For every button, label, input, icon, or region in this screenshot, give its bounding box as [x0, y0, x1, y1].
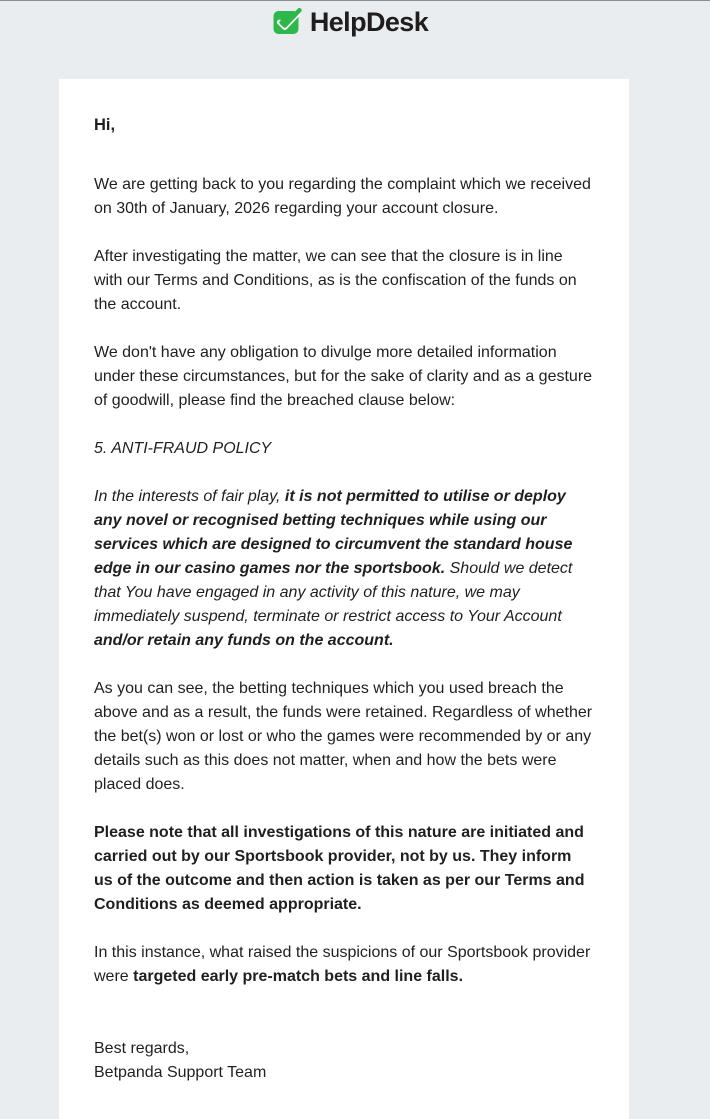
paragraph-provider-note: Please note that all investigations of this nature are initiated and carried out by our Sportsbook provider, not by us. They inform us of the outcome and then action is taken as per our Terms and Conditions as deemed appropriate. [94, 824, 585, 913]
paragraph-complaint: We are getting back to you regarding the complaint which we received on 30th of January, 2026 regarding your account closure. [94, 176, 591, 217]
clause-text-part2: it is not permitted to utilise or deploy any novel or recognised betting techniques while using our services which are designed to circumvent the standard house edge in our casino games nor the sportsbook. [94, 488, 573, 577]
signature: Betpanda Support Team [94, 1064, 267, 1081]
suspicions-part2: targeted early pre-match bets and line falls. [133, 968, 464, 985]
brand-name: HelpDesk [309, 6, 429, 37]
paragraph-investigation: After investigating the matter, we can see that the closure is in line with our Terms and Conditions, as is the confiscation of the funds on the account. [94, 248, 577, 313]
suspicions-part1: In this instance, what raised the suspicions of our Sportsbook provider were [94, 944, 591, 985]
email-body [94, 113, 594, 1085]
paragraph-suspicions [94, 941, 594, 989]
email-header [0, 0, 710, 44]
helpdesk-logo [272, 7, 428, 38]
email-card [59, 79, 629, 1119]
clause-title: 5. ANTI-FRAUD POLICY [94, 440, 272, 457]
paragraph-breach: As you can see, the betting techniques which you used breach the above and as a result, the funds were retained. Regardless of whether the bet(s) won or lost or who the games were recommended by or any details such as this does not matter, when and how the bets were placed does. [94, 680, 593, 793]
paragraph-obligation: We don't have any obligation to divulge more detailed information under these circumstances, but for the sake of clarity and as a gesture of goodwill, please find the breached clause below: [94, 344, 593, 409]
clause-text-part4: and/or retain any funds on the account. [94, 632, 394, 649]
greeting: Hi, [94, 116, 116, 134]
clause-text-part3: Should we detect that You have engaged in any activity of this nature, we may immediately suspend, terminate or restrict access to Your Account [94, 560, 573, 625]
signoff: Best regards, [94, 1040, 190, 1057]
checkbox-check-icon [272, 7, 306, 37]
clause-text-part1: In the interests of fair play, [94, 488, 285, 505]
clause-text [94, 485, 594, 653]
